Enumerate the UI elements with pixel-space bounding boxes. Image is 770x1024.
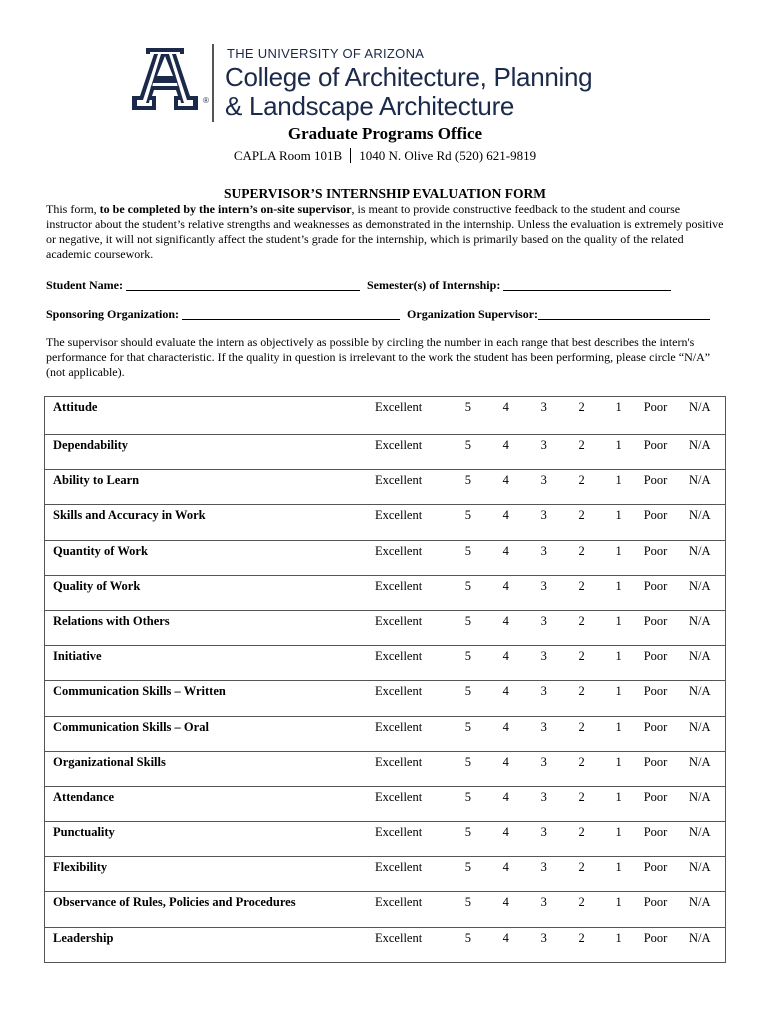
intro-suffix: , is meant to provide constructive feedback to the student and course instructor about the student’s relative strengths and weaknesses as demonstrated in the internship. Unless the evaluation is extremely positive or negative, it will not significantly affect the student’s grade for the internship, which is primarily based on the quality of the related academic coursework. xyxy=(46,202,724,261)
rating-option-1[interactable]: 1 xyxy=(601,505,637,540)
rating-option-3[interactable]: 3 xyxy=(525,751,563,786)
rating-option-na[interactable]: N/A xyxy=(674,397,725,435)
rating-option-4[interactable]: 4 xyxy=(487,822,525,857)
rating-option-2[interactable]: 2 xyxy=(563,435,601,470)
rating-row xyxy=(45,646,726,681)
rating-option-4[interactable]: 4 xyxy=(487,681,525,716)
rating-option-5[interactable]: 5 xyxy=(449,505,487,540)
rating-option-4[interactable]: 4 xyxy=(487,470,525,505)
room-text: CAPLA Room 101B xyxy=(233,148,343,163)
criterion-label: Punctuality xyxy=(45,822,369,857)
criterion-label: Dependability xyxy=(45,435,369,470)
rating-option-5[interactable]: 5 xyxy=(449,540,487,575)
rating-option-1[interactable]: 1 xyxy=(601,646,637,681)
rating-table xyxy=(44,396,726,963)
rating-option-1[interactable]: 1 xyxy=(601,927,637,962)
criterion-label: Leadership xyxy=(45,927,369,962)
rating-option-5[interactable]: 5 xyxy=(449,927,487,962)
rating-excellent-label: Excellent xyxy=(369,892,449,927)
criterion-label: Attendance xyxy=(45,786,369,821)
rating-option-1[interactable]: 1 xyxy=(601,892,637,927)
college-name-line2: & Landscape Architecture xyxy=(225,91,515,121)
rating-option-4[interactable]: 4 xyxy=(487,716,525,751)
university-name: THE UNIVERSITY OF ARIZONA xyxy=(227,46,425,61)
rating-excellent-label: Excellent xyxy=(369,505,449,540)
rating-poor-label: Poor xyxy=(637,892,675,927)
criterion-label: Organizational Skills xyxy=(45,751,369,786)
office-title: Graduate Programs Office xyxy=(287,124,483,143)
org-supervisor-field[interactable] xyxy=(538,307,710,320)
rating-excellent-label: Excellent xyxy=(369,435,449,470)
rating-option-na[interactable]: N/A xyxy=(674,927,725,962)
rating-row xyxy=(45,822,726,857)
rating-option-2[interactable]: 2 xyxy=(563,505,601,540)
rating-option-4[interactable]: 4 xyxy=(487,610,525,645)
intro-bold: to be completed by the intern’s on-site supervisor xyxy=(99,202,352,216)
rating-poor-label: Poor xyxy=(637,751,675,786)
address-divider xyxy=(350,148,351,163)
rating-row xyxy=(45,470,726,505)
rating-option-3[interactable]: 3 xyxy=(525,892,563,927)
rating-option-5[interactable]: 5 xyxy=(449,822,487,857)
rating-poor-label: Poor xyxy=(637,397,675,435)
rating-option-4[interactable]: 4 xyxy=(487,540,525,575)
rating-option-5[interactable]: 5 xyxy=(449,470,487,505)
rating-row xyxy=(45,857,726,892)
rating-option-3[interactable]: 3 xyxy=(525,822,563,857)
criterion-label: Quantity of Work xyxy=(45,540,369,575)
rating-option-2[interactable]: 2 xyxy=(563,575,601,610)
rating-option-4[interactable]: 4 xyxy=(487,505,525,540)
rating-option-5[interactable]: 5 xyxy=(449,857,487,892)
rating-option-3[interactable]: 3 xyxy=(525,857,563,892)
rating-option-4[interactable]: 4 xyxy=(487,857,525,892)
rating-option-3[interactable]: 3 xyxy=(525,540,563,575)
rating-option-2[interactable]: 2 xyxy=(563,751,601,786)
rating-option-5[interactable]: 5 xyxy=(449,610,487,645)
org-supervisor-label: Organization Supervisor: xyxy=(407,307,539,321)
rating-excellent-label: Excellent xyxy=(369,610,449,645)
criterion-label: Communication Skills – Written xyxy=(45,681,369,716)
rating-option-4[interactable]: 4 xyxy=(487,892,525,927)
registered-mark: ® xyxy=(203,96,209,105)
rating-option-2[interactable]: 2 xyxy=(563,681,601,716)
sponsoring-org-field[interactable] xyxy=(182,307,400,320)
rating-option-na[interactable]: N/A xyxy=(674,575,725,610)
rating-excellent-label: Excellent xyxy=(369,397,449,435)
rating-option-na[interactable]: N/A xyxy=(674,646,725,681)
rating-option-1[interactable]: 1 xyxy=(601,786,637,821)
rating-option-1[interactable]: 1 xyxy=(601,540,637,575)
rating-poor-label: Poor xyxy=(637,540,675,575)
rating-poor-label: Poor xyxy=(637,927,675,962)
rating-excellent-label: Excellent xyxy=(369,540,449,575)
rating-option-1[interactable]: 1 xyxy=(601,716,637,751)
college-name-line1: College of Architecture, Planning xyxy=(225,62,593,92)
student-name-label: Student Name: xyxy=(46,278,123,292)
criterion-label: Communication Skills – Oral xyxy=(45,716,369,751)
rating-option-na[interactable]: N/A xyxy=(674,857,725,892)
criterion-label: Observance of Rules, Policies and Procedures xyxy=(45,892,369,927)
criterion-label: Quality of Work xyxy=(45,575,369,610)
rating-option-2[interactable]: 2 xyxy=(563,927,601,962)
rating-option-na[interactable]: N/A xyxy=(674,610,725,645)
rating-option-4[interactable]: 4 xyxy=(487,435,525,470)
rating-option-3[interactable]: 3 xyxy=(525,646,563,681)
rating-option-5[interactable]: 5 xyxy=(449,892,487,927)
rating-option-3[interactable]: 3 xyxy=(525,575,563,610)
rating-option-1[interactable]: 1 xyxy=(601,681,637,716)
rating-option-3[interactable]: 3 xyxy=(525,681,563,716)
rating-option-5[interactable]: 5 xyxy=(449,646,487,681)
rating-option-3[interactable]: 3 xyxy=(525,435,563,470)
criterion-label: Relations with Others xyxy=(45,610,369,645)
rating-excellent-label: Excellent xyxy=(369,927,449,962)
rating-excellent-label: Excellent xyxy=(369,470,449,505)
criterion-label: Skills and Accuracy in Work xyxy=(45,505,369,540)
university-logo xyxy=(130,44,650,124)
rating-poor-label: Poor xyxy=(637,505,675,540)
rating-option-3[interactable]: 3 xyxy=(525,505,563,540)
rating-poor-label: Poor xyxy=(637,575,675,610)
rating-row xyxy=(45,751,726,786)
student-name-field[interactable] xyxy=(126,278,360,291)
rating-excellent-label: Excellent xyxy=(369,575,449,610)
rating-excellent-label: Excellent xyxy=(369,786,449,821)
rating-row xyxy=(45,505,726,540)
rating-option-5[interactable]: 5 xyxy=(449,435,487,470)
rating-option-5[interactable]: 5 xyxy=(449,575,487,610)
rating-option-4[interactable]: 4 xyxy=(487,575,525,610)
rating-option-3[interactable]: 3 xyxy=(525,786,563,821)
rating-option-na[interactable]: N/A xyxy=(674,751,725,786)
criterion-label: Ability to Learn xyxy=(45,470,369,505)
rating-option-1[interactable]: 1 xyxy=(601,435,637,470)
rating-row xyxy=(45,927,726,962)
rating-option-2[interactable]: 2 xyxy=(563,786,601,821)
criterion-label: Attitude xyxy=(45,397,369,435)
rating-option-4[interactable]: 4 xyxy=(487,786,525,821)
rating-option-2[interactable]: 2 xyxy=(563,540,601,575)
rating-option-na[interactable]: N/A xyxy=(674,822,725,857)
rating-option-3[interactable]: 3 xyxy=(525,610,563,645)
rating-row xyxy=(45,892,726,927)
rating-option-na[interactable]: N/A xyxy=(674,435,725,470)
rating-row xyxy=(45,716,726,751)
rating-row xyxy=(45,610,726,645)
rating-option-2[interactable]: 2 xyxy=(563,892,601,927)
criterion-label: Initiative xyxy=(45,646,369,681)
instructions-paragraph: The supervisor should evaluate the intern as objectively as possible by circling the number in each range that best describes the intern's performance for that characteristic. If the quality in question is irrelevant to the work the student has been performing, please circle “N/A” (not applicable). xyxy=(46,335,711,379)
rating-option-3[interactable]: 3 xyxy=(525,716,563,751)
rating-row xyxy=(45,397,726,435)
rating-row xyxy=(45,786,726,821)
intro-paragraph xyxy=(46,202,726,262)
rating-option-na[interactable]: N/A xyxy=(674,540,725,575)
rating-option-1[interactable]: 1 xyxy=(601,751,637,786)
rating-excellent-label: Excellent xyxy=(369,681,449,716)
rating-excellent-label: Excellent xyxy=(369,822,449,857)
rating-poor-label: Poor xyxy=(637,470,675,505)
rating-option-5[interactable]: 5 xyxy=(449,716,487,751)
rating-option-2[interactable]: 2 xyxy=(563,610,601,645)
rating-poor-label: Poor xyxy=(637,716,675,751)
rating-row xyxy=(45,540,726,575)
rating-option-5[interactable]: 5 xyxy=(449,681,487,716)
rating-option-1[interactable]: 1 xyxy=(601,397,637,435)
rating-option-2[interactable]: 2 xyxy=(563,470,601,505)
field-row-2 xyxy=(46,307,710,322)
rating-option-4[interactable]: 4 xyxy=(487,646,525,681)
rating-excellent-label: Excellent xyxy=(369,857,449,892)
rating-option-2[interactable]: 2 xyxy=(563,716,601,751)
rating-option-5[interactable]: 5 xyxy=(449,786,487,821)
rating-option-na[interactable]: N/A xyxy=(674,470,725,505)
rating-option-na[interactable]: N/A xyxy=(674,505,725,540)
semester-label: Semester(s) of Internship: xyxy=(367,278,501,292)
rating-option-3[interactable]: 3 xyxy=(525,927,563,962)
rating-option-2[interactable]: 2 xyxy=(563,857,601,892)
rating-poor-label: Poor xyxy=(637,646,675,681)
sponsoring-org-label: Sponsoring Organization: xyxy=(46,307,180,321)
rating-option-na[interactable]: N/A xyxy=(674,892,725,927)
rating-option-3[interactable]: 3 xyxy=(525,470,563,505)
semester-field[interactable] xyxy=(503,278,671,291)
rating-option-1[interactable]: 1 xyxy=(601,575,637,610)
rating-option-1[interactable]: 1 xyxy=(601,610,637,645)
rating-excellent-label: Excellent xyxy=(369,716,449,751)
rating-option-2[interactable]: 2 xyxy=(563,646,601,681)
form-title: SUPERVISOR’S INTERNSHIP EVALUATION FORM xyxy=(224,186,546,201)
rating-option-na[interactable]: N/A xyxy=(674,681,725,716)
rating-excellent-label: Excellent xyxy=(369,751,449,786)
rating-option-5[interactable]: 5 xyxy=(449,397,487,435)
rating-row xyxy=(45,681,726,716)
rating-option-4[interactable]: 4 xyxy=(487,751,525,786)
street-phone-text: 1040 N. Olive Rd (520) 621-9819 xyxy=(359,148,537,163)
rating-option-4[interactable]: 4 xyxy=(487,397,525,435)
rating-excellent-label: Excellent xyxy=(369,646,449,681)
rating-option-na[interactable]: N/A xyxy=(674,716,725,751)
rating-row xyxy=(45,435,726,470)
rating-option-5[interactable]: 5 xyxy=(449,751,487,786)
rating-poor-label: Poor xyxy=(637,610,675,645)
intro-prefix: This form, xyxy=(46,202,100,216)
rating-option-2[interactable]: 2 xyxy=(563,822,601,857)
logo-divider xyxy=(212,44,214,122)
rating-poor-label: Poor xyxy=(637,435,675,470)
rating-poor-label: Poor xyxy=(637,822,675,857)
rating-option-1[interactable]: 1 xyxy=(601,470,637,505)
rating-option-na[interactable]: N/A xyxy=(674,786,725,821)
rating-poor-label: Poor xyxy=(637,786,675,821)
criterion-label: Flexibility xyxy=(45,857,369,892)
rating-option-1[interactable]: 1 xyxy=(601,857,637,892)
office-address xyxy=(0,148,770,164)
rating-poor-label: Poor xyxy=(637,857,675,892)
rating-option-4[interactable]: 4 xyxy=(487,927,525,962)
rating-option-3[interactable]: 3 xyxy=(525,397,563,435)
rating-poor-label: Poor xyxy=(637,681,675,716)
rating-option-2[interactable]: 2 xyxy=(563,397,601,435)
rating-row xyxy=(45,575,726,610)
rating-option-1[interactable]: 1 xyxy=(601,822,637,857)
field-row-1 xyxy=(46,278,671,293)
block-a-logo-icon xyxy=(130,46,200,112)
